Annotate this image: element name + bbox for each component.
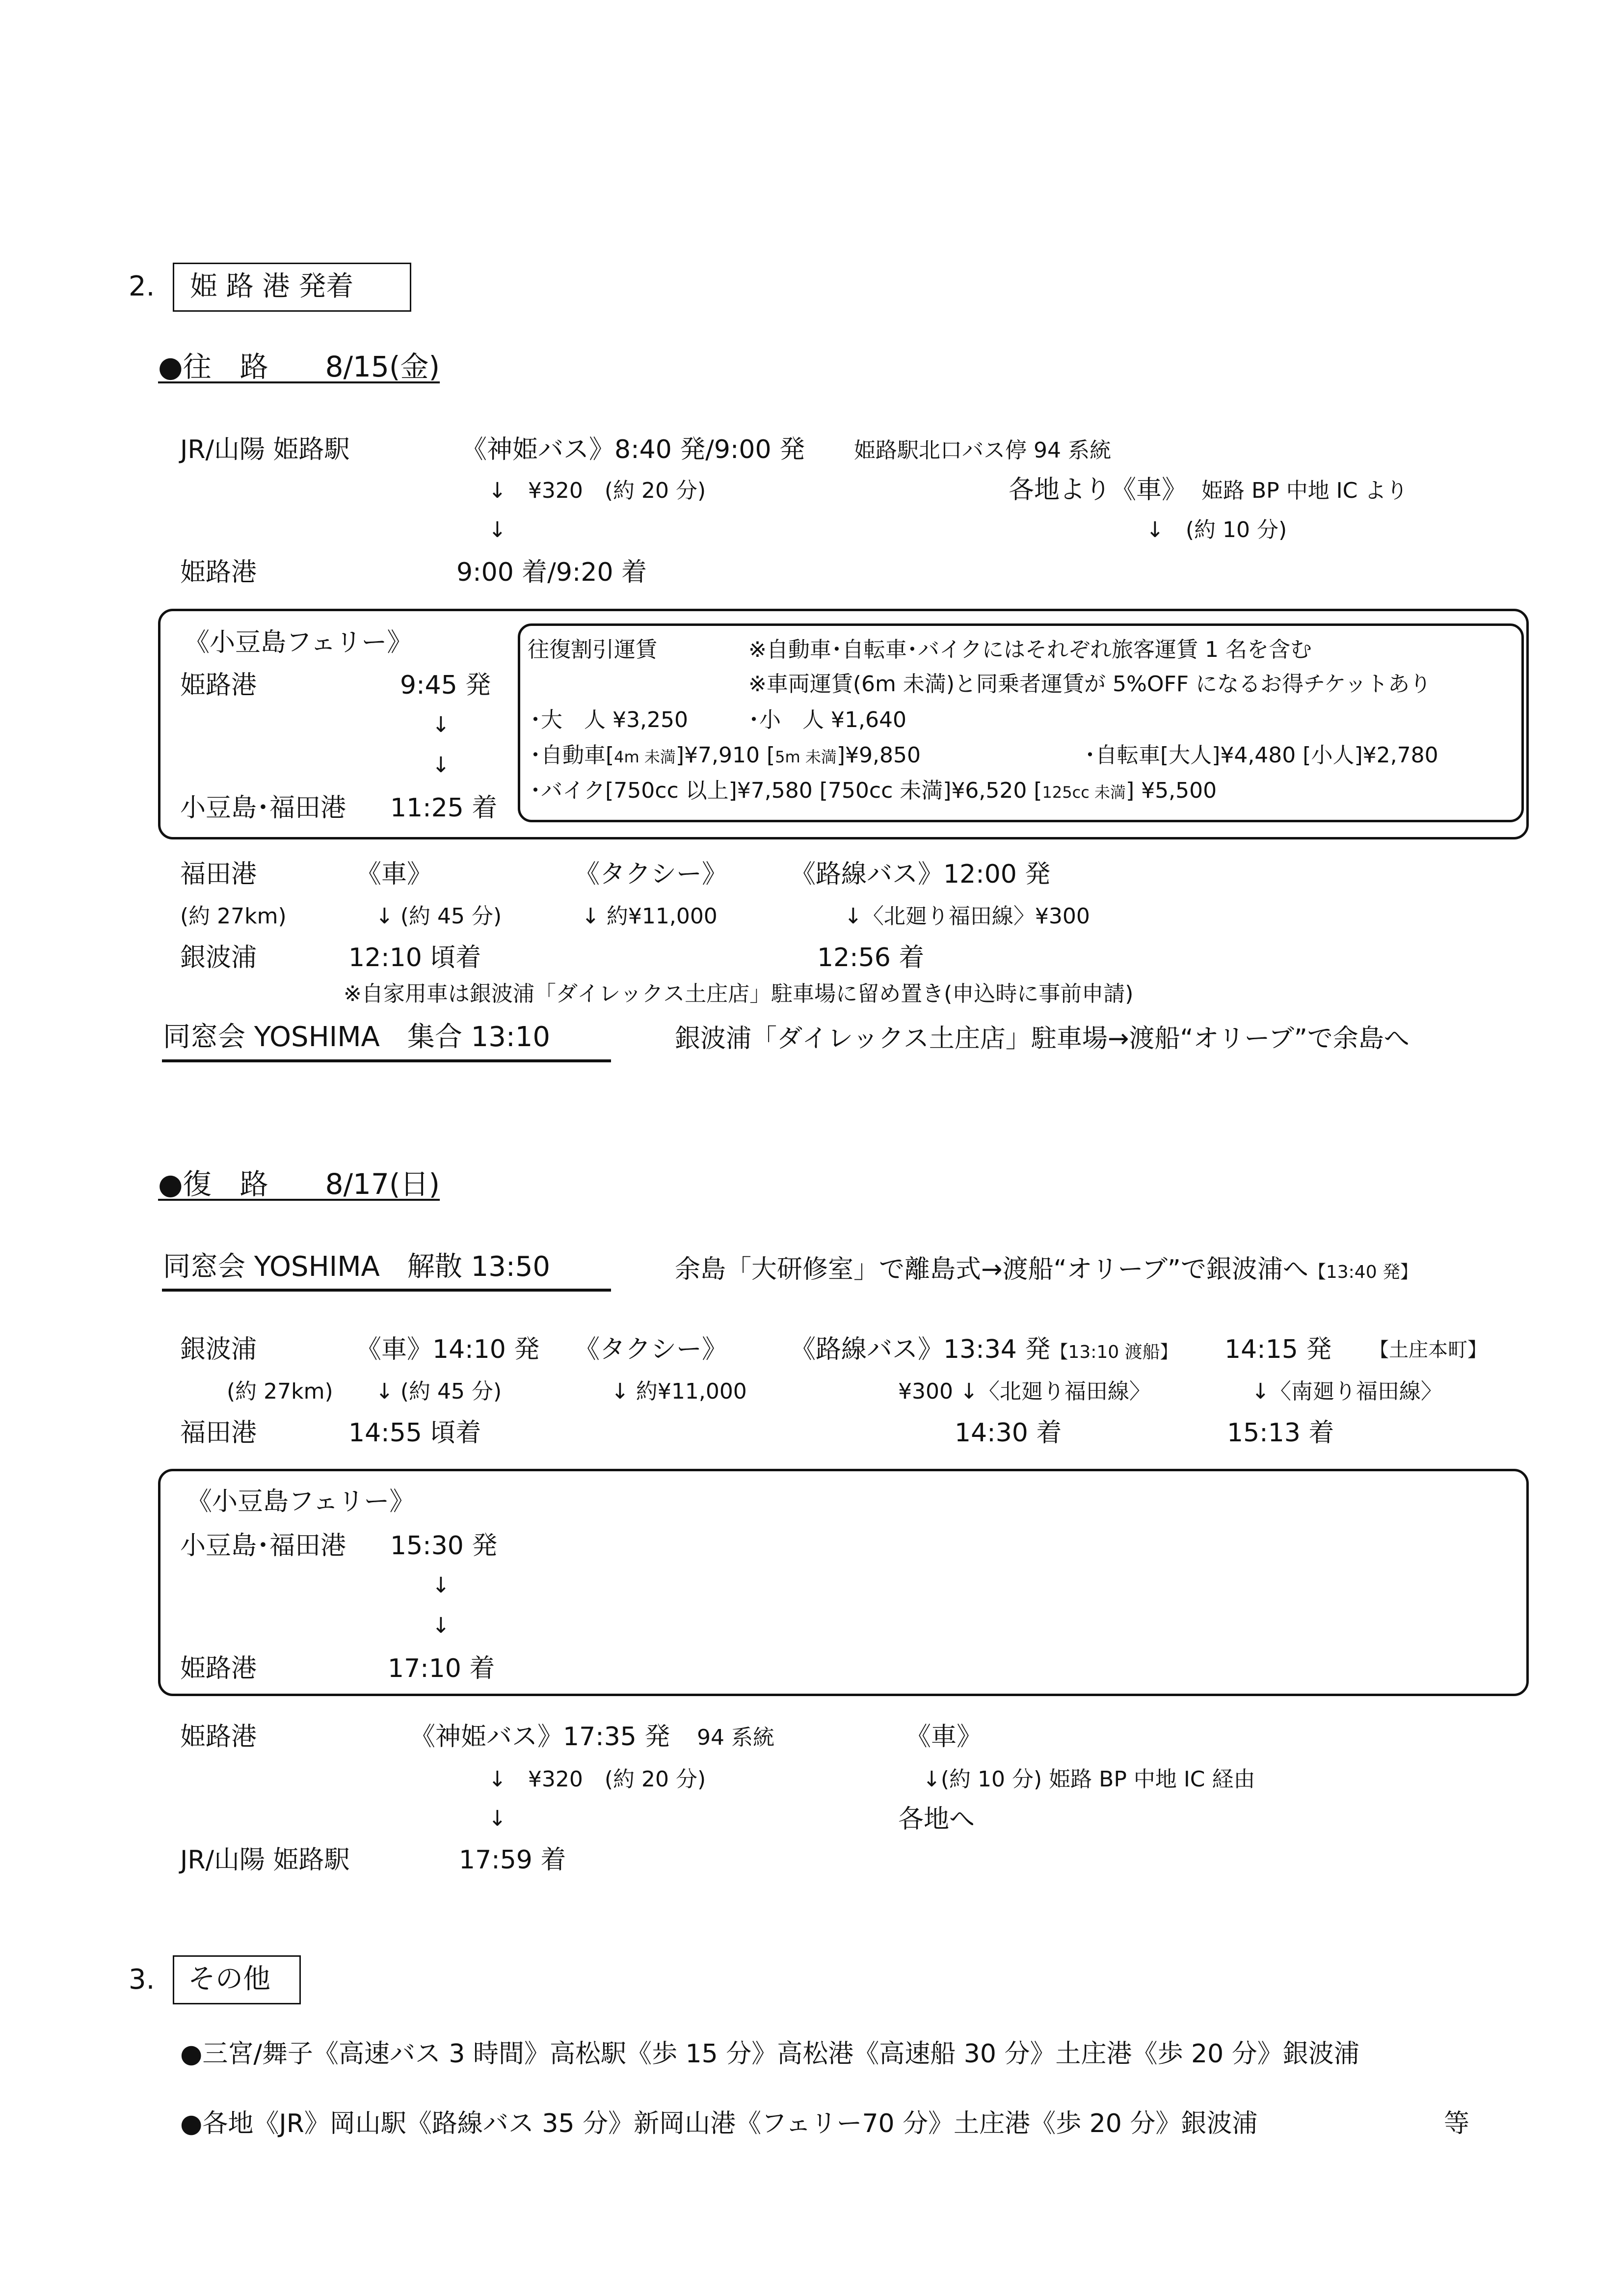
fare-motorbike: ･バイク[750cc 以上]¥7,580 [750cc 未満]¥6,520 [125cc 未満] ¥5,500 <box>530 778 1217 803</box>
shinki-bus-departures: 《神姫バス》8:40 発/9:00 発 <box>461 435 805 464</box>
fare-note-2: ※車両運賃(6m 未満)と同乗者運賃が 5%OFF になるお得チケットあり <box>748 672 1432 697</box>
route-option-1: ●三宮/舞子《高速バス 3 時間》高松駅《歩 15 分》高松港《高速船 30 分》土庄港《歩 20 分》銀波浦 <box>180 2039 1359 2069</box>
outbound-heading: ●往 路 8/15(金) <box>158 350 440 383</box>
car-time: ↓ (約 10 分) <box>1146 517 1287 542</box>
section-2-number: 2. <box>129 270 155 302</box>
himeji-port-label: 姫路港 <box>180 1722 257 1752</box>
car-from-each-area: 各地より《車》 <box>1009 475 1188 505</box>
route-option-2: ●各地《JR》岡山駅《路線バス 35 分》新岡山港《フェリー70 分》土庄港《歩 20 分》銀波浦 <box>180 2109 1258 2138</box>
down-arrow: ↓ <box>432 712 450 737</box>
fare-bicycle: ･自転車[大人]¥4,480 [小人]¥2,780 <box>1085 743 1438 768</box>
bus-line-south: ↓〈南廻り福田線〉 <box>1251 1379 1442 1404</box>
section-3-title-box <box>173 1955 301 2004</box>
himeji-station-label: JR/山陽 姫路駅 <box>180 1845 350 1875</box>
car-duration: ↓ (約 45 分) <box>375 1379 502 1404</box>
ferry-departure: 9:45 発 <box>400 671 491 700</box>
ferry-name: 《小豆島フェリー》 <box>184 628 413 657</box>
meeting-underline <box>162 1059 611 1062</box>
route-bus-departure: 《路線バス》13:34 発【13:10 渡船】 <box>790 1335 1178 1364</box>
bus-system-number: 94 系統 <box>697 1725 774 1750</box>
fare-note-1: ※自動車･自転車･バイクにはそれぞれ旅客運賃 1 名を含む <box>748 637 1312 662</box>
bus-stop-note: 姫路駅北口バス停 94 系統 <box>854 438 1111 463</box>
return-heading: ●復 路 8/17(日) <box>158 1167 440 1201</box>
down-arrow: ↓ <box>488 1806 506 1831</box>
distance-note: (約 27km) <box>180 904 287 929</box>
bus-arrival-2: 15:13 着 <box>1227 1418 1334 1448</box>
ginpaura-label: 銀波浦 <box>180 1335 257 1364</box>
fare-car: ･自動車[4m 未満]¥7,910 [5m 未満]¥9,850 <box>530 743 921 768</box>
himeji-port-label: 姫路港 <box>180 558 257 587</box>
shinki-bus-departure: 《神姫バス》17:35 発 <box>410 1722 670 1752</box>
ferry-to: 姫路港 <box>180 1654 257 1683</box>
car-option: 《車》 <box>905 1722 983 1752</box>
ginpaura-label: 銀波浦 <box>180 943 257 972</box>
taxi-option: 《タクシー》 <box>574 1335 728 1364</box>
ferry-from: 小豆島･福田港 <box>180 1531 346 1561</box>
himeji-port-arrivals: 9:00 着/9:20 着 <box>456 558 647 587</box>
etc-mark: 等 <box>1444 2109 1470 2138</box>
bus-fare: ↓ ¥320 (約 20 分) <box>488 1767 706 1792</box>
bus-arrival: 12:56 着 <box>817 943 925 972</box>
car-route-note: ↓(約 10 分) 姫路 BP 中地 IC 経由 <box>923 1767 1255 1792</box>
ferry-arrival: 17:10 着 <box>388 1654 495 1683</box>
down-arrow: ↓ <box>432 753 450 778</box>
fukuda-port-label: 福田港 <box>180 1418 257 1448</box>
car-duration: ↓ (約 45 分) <box>375 904 502 929</box>
ferry-to: 小豆島･福田港 <box>180 793 346 823</box>
to-each-area: 各地へ <box>898 1805 975 1834</box>
section-3-number: 3. <box>129 1964 155 1996</box>
section-2-title-box <box>173 263 411 312</box>
himeji-station-label: JR/山陽 姫路駅 <box>180 435 350 464</box>
dismiss-note: 余島「大研修室」で離島式→渡船“オリーブ”で銀波浦へ【13:40 発】 <box>675 1255 1418 1284</box>
fare-box-title: 往復割引運賃 <box>528 637 657 662</box>
meeting-note: 銀波浦「ダイレックス土庄店」駐車場→渡船“オリーブ”で余島へ <box>675 1024 1410 1053</box>
ferry-arrival: 11:25 着 <box>390 793 498 823</box>
car-arrival: 14:55 頃着 <box>348 1418 481 1448</box>
dismiss-underline <box>162 1289 611 1292</box>
station-arrival: 17:59 着 <box>459 1845 566 1875</box>
car-option: 《車》 <box>356 860 433 889</box>
fare-adult: ･大 人 ¥3,250 <box>530 707 688 732</box>
fukuda-port-label: 福田港 <box>180 860 257 889</box>
car-route-note: 姫路 BP 中地 IC より <box>1201 478 1408 503</box>
down-arrow: ↓ <box>488 517 506 542</box>
car-departure: 《車》14:10 発 <box>356 1335 540 1364</box>
meeting-time: 同窓会 YOSHIMA 集合 13:10 <box>163 1021 551 1053</box>
car-arrival: 12:10 頃着 <box>348 943 481 972</box>
taxi-option: 《タクシー》 <box>574 860 728 889</box>
route-bus-option: 《路線バス》12:00 発 <box>790 860 1051 889</box>
bus-fare: ↓ ¥320 (約 20 分) <box>488 478 706 503</box>
ferry-name: 《小豆島フェリー》 <box>186 1487 415 1516</box>
route-bus-departure-2: 14:15 発 <box>1224 1335 1332 1364</box>
taxi-fare: ↓ 約¥11,000 <box>611 1379 747 1404</box>
distance-note: (約 27km) <box>227 1379 333 1404</box>
ferry-departure: 15:30 発 <box>390 1531 498 1561</box>
bus-line-fare: ↓〈北廻り福田線〉¥300 <box>844 904 1090 929</box>
dismiss-time: 同窓会 YOSHIMA 解散 13:50 <box>163 1251 551 1283</box>
down-arrow: ↓ <box>432 1573 450 1598</box>
section-3-title: その他 <box>188 1963 270 1995</box>
taxi-fare: ↓ 約¥11,000 <box>582 904 718 929</box>
tonosho-honmachi-tag: 【土庄本町】 <box>1369 1339 1487 1361</box>
fare-child: ･小 人 ¥1,640 <box>748 707 906 732</box>
parking-note: ※自家用車は銀波浦「ダイレックス土庄店」駐車場に留め置き(申込時に事前申請) <box>344 981 1134 1006</box>
ferry-from: 姫路港 <box>180 671 257 700</box>
bus-arrival: 14:30 着 <box>955 1418 1062 1448</box>
bus-line-north: ¥300 ↓〈北廻り福田線〉 <box>898 1379 1151 1404</box>
down-arrow: ↓ <box>432 1613 450 1638</box>
section-2-title: 姫 路 港 発着 <box>190 270 354 302</box>
